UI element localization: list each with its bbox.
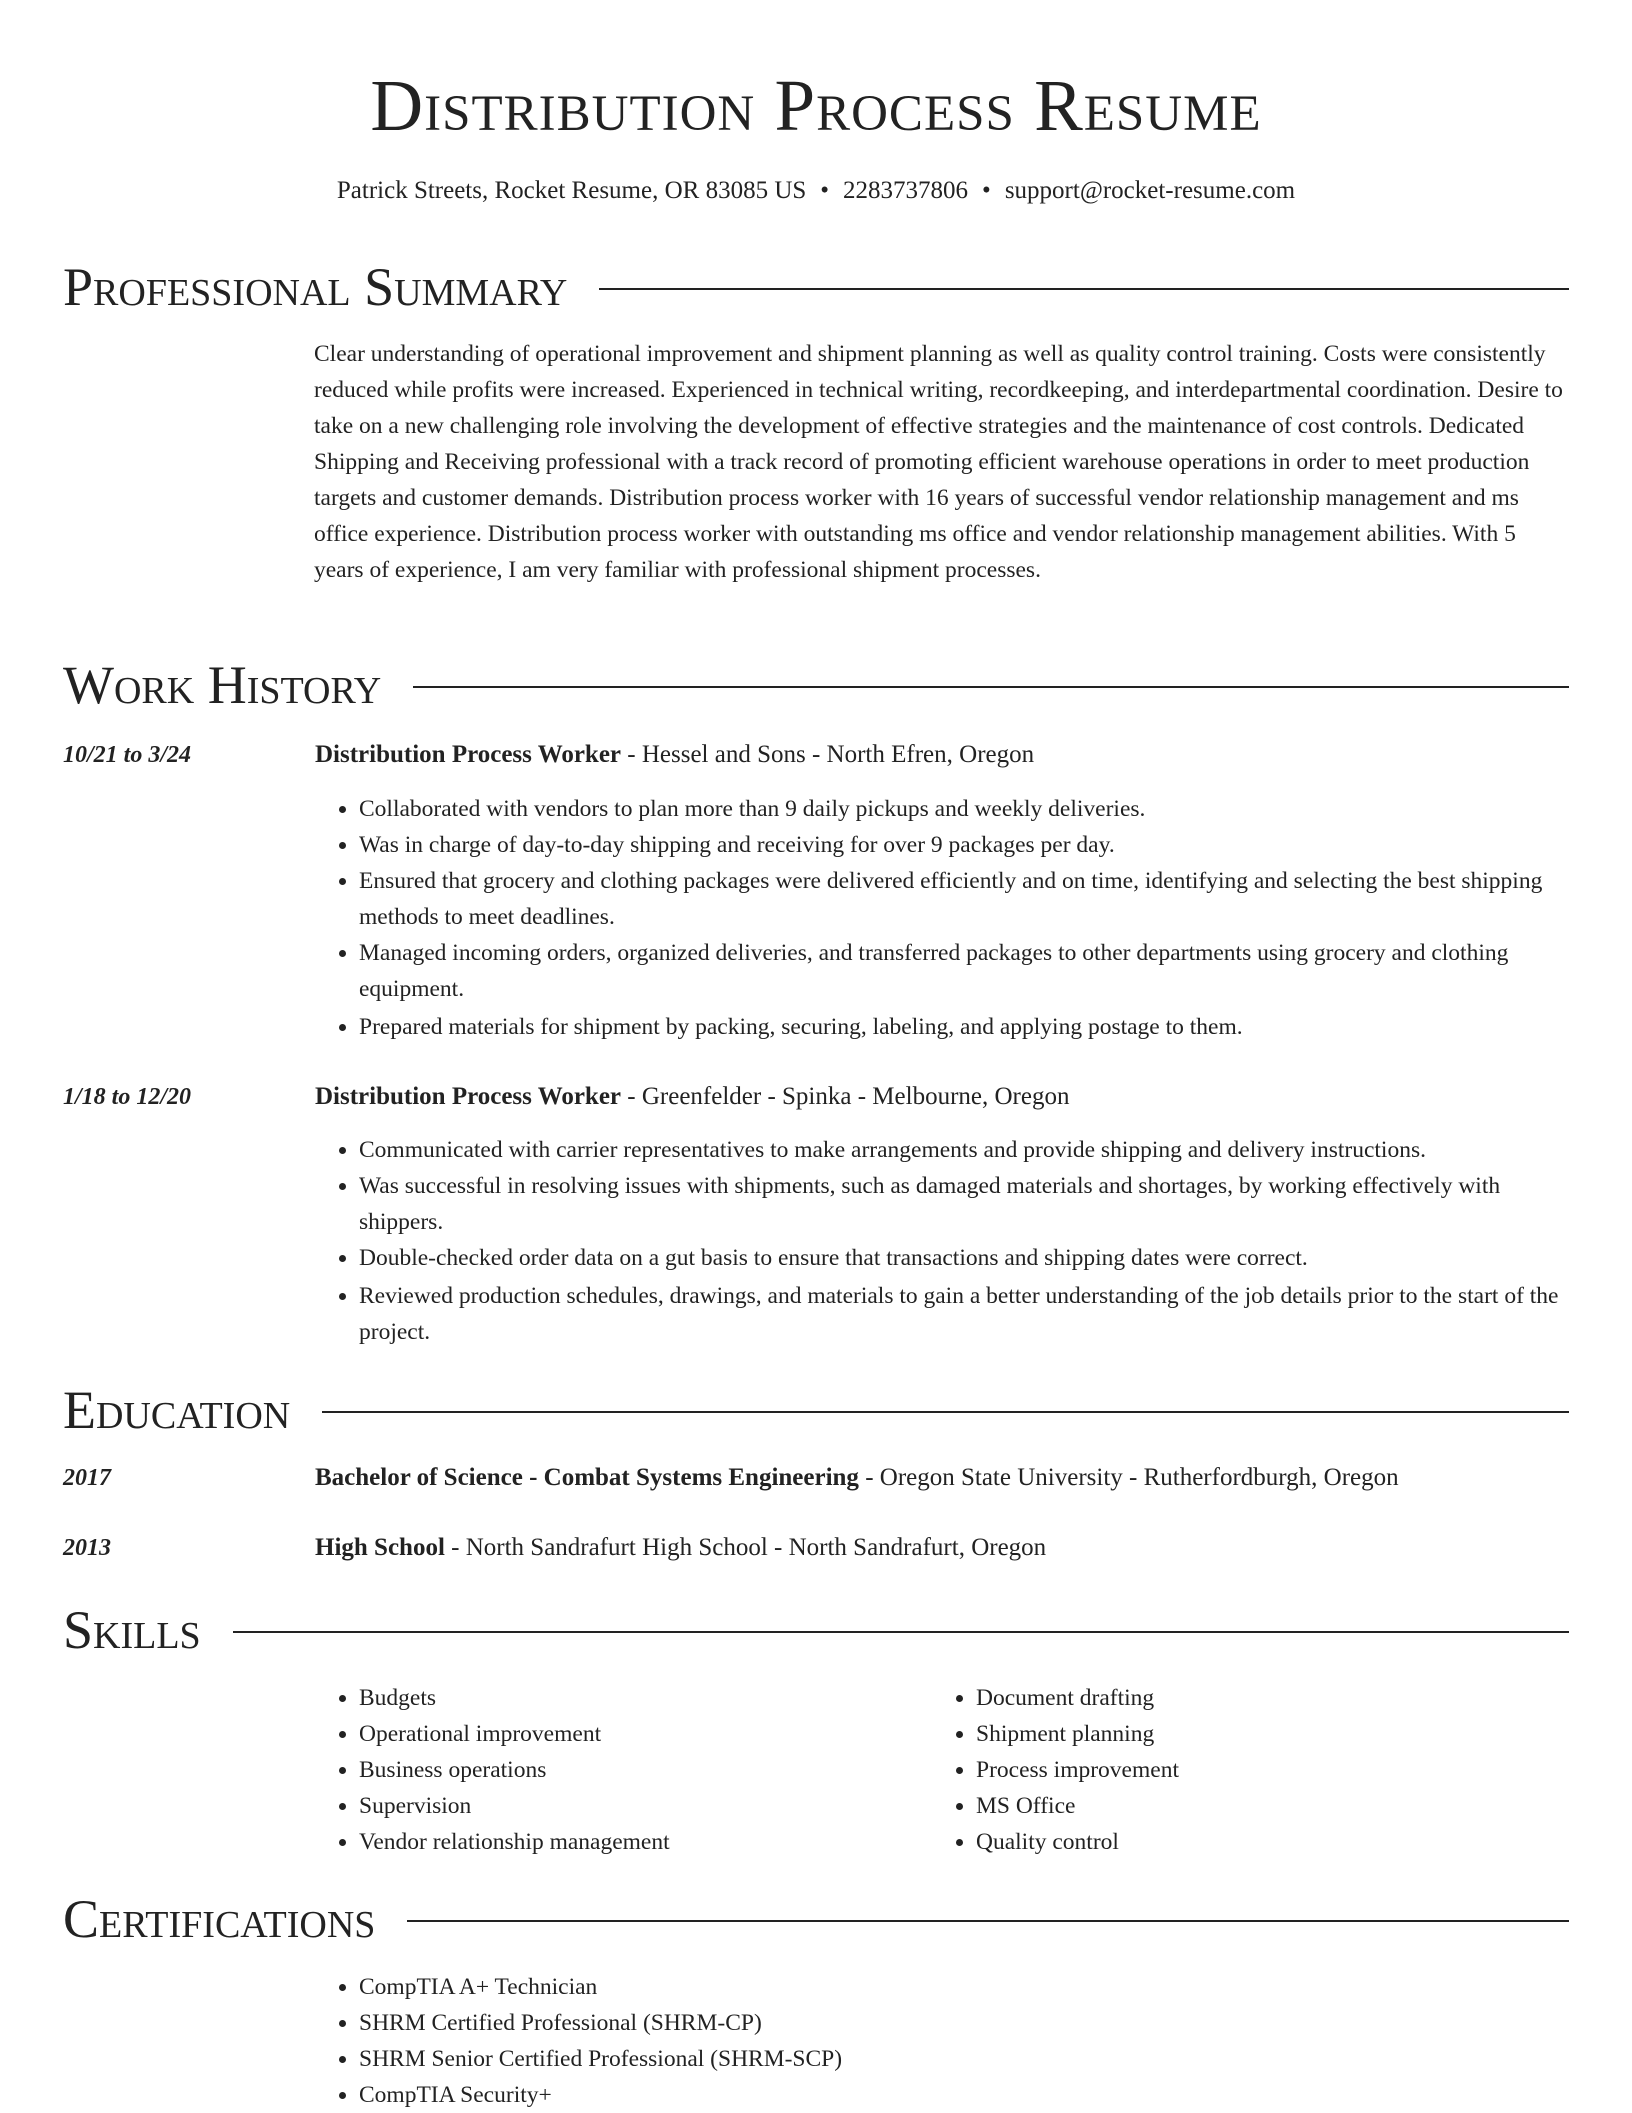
certification-item: • SHRM Certified Professional (SHRM-CP) xyxy=(359,2005,1559,2041)
job-heading xyxy=(315,1079,1069,1115)
section-title-work: Work History xyxy=(63,655,382,715)
job-dates: 10/21 to 3/24 xyxy=(63,742,192,768)
section-title-summary: Professional Summary xyxy=(63,257,568,317)
skills-section-header xyxy=(63,1594,1569,1666)
section-divider xyxy=(407,1920,1569,1922)
skill-item: • MS Office xyxy=(976,1788,1576,1824)
section-title-education: Education xyxy=(63,1380,291,1440)
resume-title: Distribution Process Resume xyxy=(370,65,1262,146)
job-dates: 1/18 to 12/20 xyxy=(63,1084,192,1110)
skill-item: • Shipment planning xyxy=(976,1716,1576,1752)
list-item: • Was in charge of day-to-day shipping and receiving for over 9 packages per day. xyxy=(359,827,1567,863)
section-divider xyxy=(599,288,1569,290)
skills-list-right xyxy=(932,1680,1576,1860)
skill-item: • Process improvement xyxy=(976,1752,1576,1788)
education-section-header xyxy=(63,1374,1569,1446)
job-details: - Greenfelder - Spinka - Melbourne, Oregon xyxy=(621,1083,1070,1110)
certification-item: • CompTIA Security+ xyxy=(359,2077,1559,2113)
list-item: • Communicated with carrier representatives to make arrangements and provide shipping and delivery instructions. xyxy=(359,1132,1567,1168)
skill-item: • Operational improvement xyxy=(359,1716,919,1752)
section-divider xyxy=(413,686,1569,688)
job-position: Distribution Process Worker xyxy=(315,1083,622,1110)
list-item: • Was successful in resolving issues with shipments, such as damaged materials and shortages, by working effectively with shippers. xyxy=(359,1168,1567,1240)
summary-section-header xyxy=(63,251,1569,323)
contact-email: support@rocket-resume.com xyxy=(1004,177,1296,204)
contact-address: Patrick Streets, Rocket Resume, OR 83085 US xyxy=(336,177,807,204)
skills-list-left xyxy=(315,1680,919,1860)
section-divider xyxy=(322,1411,1569,1413)
list-item: • Ensured that grocery and clothing packages were delivered efficiently and on time, identifying and selecting the best shipping methods to meet deadlines. xyxy=(359,863,1567,935)
education-degree: Bachelor of Science - Combat Systems Engineering xyxy=(315,1464,859,1491)
contact-separator: • xyxy=(982,177,991,204)
certification-item: • CompTIA A+ Technician xyxy=(359,1969,1559,2005)
skill-item: • Business operations xyxy=(359,1752,919,1788)
education-heading xyxy=(315,1460,1399,1496)
education-degree: High School xyxy=(315,1534,445,1561)
skill-item: • Supervision xyxy=(359,1788,919,1824)
job-bullet-list xyxy=(315,791,1567,1045)
job-details: - Hessel and Sons - North Efren, Oregon xyxy=(621,741,1035,768)
education-details: - North Sandrafurt High School - North Sandrafurt, Oregon xyxy=(444,1534,1047,1561)
certifications-list xyxy=(315,1969,1559,2113)
certification-item: • SHRM Senior Certified Professional (SHRM-SCP) xyxy=(359,2041,1559,2077)
section-divider xyxy=(233,1631,1569,1633)
certifications-section-header xyxy=(63,1883,1569,1955)
list-item: • Double-checked order data on a gut basis to ensure that transactions and shipping dates were correct. xyxy=(359,1240,1567,1276)
contact-phone: 2283737806 xyxy=(843,177,969,204)
section-title-certifications: Certifications xyxy=(63,1889,376,1949)
job-bullet-list xyxy=(315,1132,1567,1350)
section-title-skills: Skills xyxy=(63,1600,201,1660)
skill-item: • Budgets xyxy=(359,1680,919,1716)
list-item: • Managed incoming orders, organized deliveries, and transferred packages to other departments using grocery and clothing equipment. xyxy=(359,935,1567,1007)
list-item: • Prepared materials for shipment by packing, securing, labeling, and applying postage to them. xyxy=(359,1009,1567,1045)
skill-item: • Quality control xyxy=(976,1824,1576,1860)
summary-paragraph: Clear understanding of operational improvement and shipment planning as well as quality control training. Costs were consistently reduced while profits were increased. Experienced in technical writing, recordkeeping, and interdepartmental coordination. Desire to take on a new challenging role involving the development of effective strategies and the maintenance of cost controls. Dedicated Shipping and Receiving professional with a track record of promoting efficient warehouse operations in order to meet production targets and customer demands. Distribution process worker with 16 years of successful vendor relationship management and ms office experience. Distribution process worker with outstanding ms office and vendor relationship management abilities. With 5 years of experience, I am very familiar with professional shipment processes. xyxy=(314,341,1563,583)
skill-item: • Document drafting xyxy=(976,1680,1576,1716)
education-year: 2013 xyxy=(63,1535,111,1561)
contact-separator: • xyxy=(820,177,830,204)
job-position: Distribution Process Worker xyxy=(315,741,622,768)
work-section-header xyxy=(63,649,1569,721)
education-year: 2017 xyxy=(63,1465,111,1491)
skill-item: • Vendor relationship management xyxy=(359,1824,919,1860)
contact-line xyxy=(0,174,1632,208)
job-heading xyxy=(315,737,1034,773)
list-item: • Reviewed production schedules, drawings, and materials to gain a better understanding of the job details prior to the start of the project. xyxy=(359,1278,1567,1350)
education-heading xyxy=(315,1530,1046,1566)
list-item: • Collaborated with vendors to plan more than 9 daily pickups and weekly deliveries. xyxy=(359,791,1567,827)
education-details: - Oregon State University - Rutherfordburgh, Oregon xyxy=(858,1464,1399,1491)
